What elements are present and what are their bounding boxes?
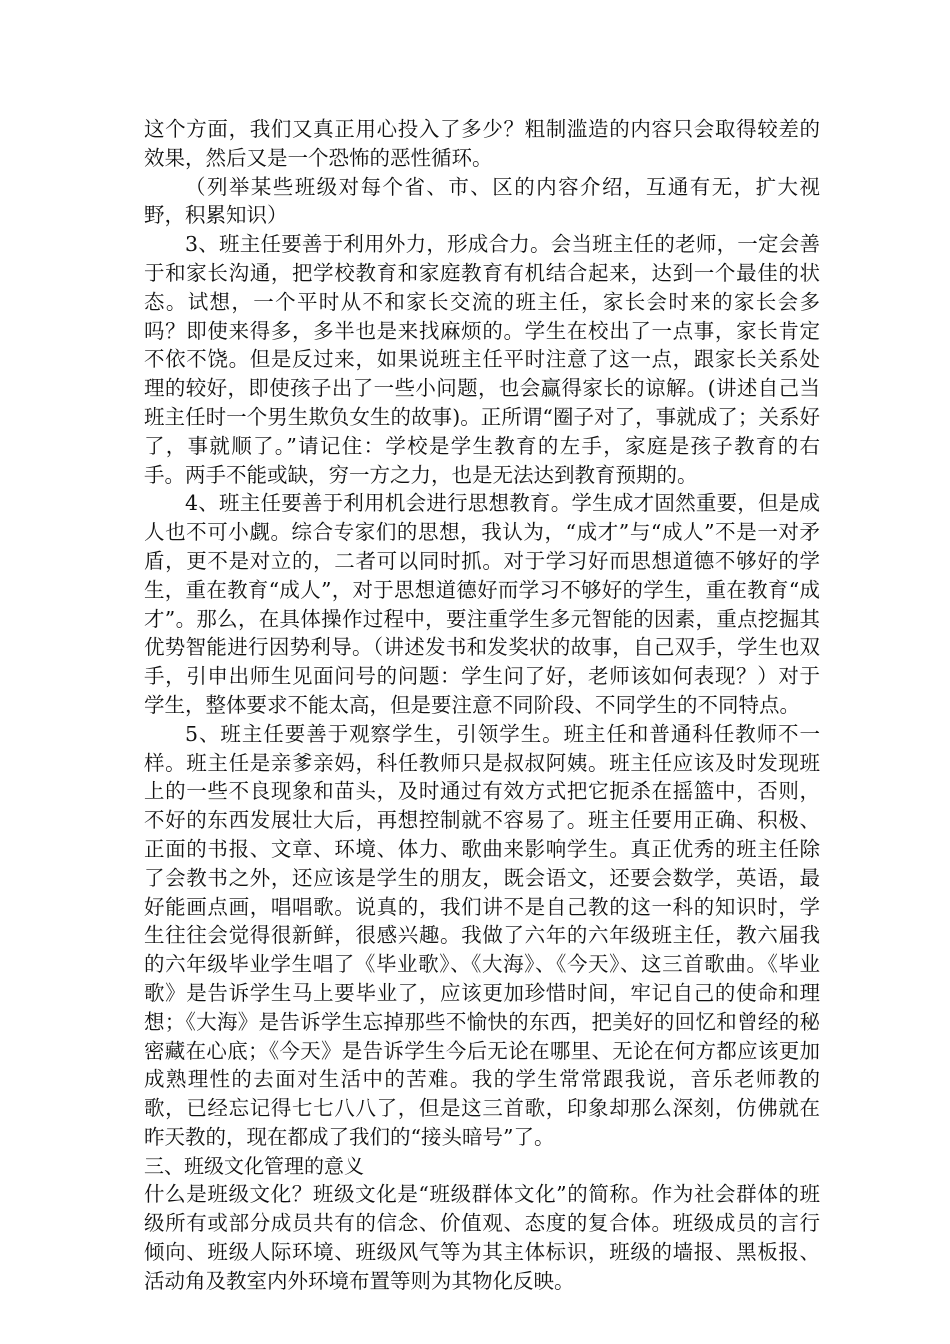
document-page <box>144 115 820 1296</box>
paragraph-example-note: （列举某些班级对每个省、市、区的内容介绍，互通有无，扩大视野，积累知识） <box>144 174 820 228</box>
paragraph-class-culture-definition: 什么是班级文化？班级文化是“班级群体文化”的简称。作为社会群体的班级所有或部分成员共有的信念、价值观、态度的复合体。班级成员的言行倾向、班级人际环境、班级风气等为其主体标识，班级的墙报、黑板报、活动角及教室内外环境布置等则为其物化反映。 <box>144 1182 820 1293</box>
paragraph-intro-continuation: 这个方面，我们又真正用心投入了多少？粗制滥造的内容只会取得较差的效果，然后又是一个恐怖的恶性循环。 <box>144 117 820 170</box>
section-heading: 三、班级文化管理的意义 <box>144 1153 364 1178</box>
paragraph-point-3: 3、班主任要善于利用外力，形成合力。会当班主任的老师，一定会善于和家长沟通，把学校教育和家庭教育有机结合起来，达到一个最佳的状态。试想，一个平时从不和家长交流的班主任，家长会时来的家长会多吗？即使来得多，多半也是来找麻烦的。学生在校出了一点事，家长肯定不依不饶。但是反过来，如果说班主任平时注意了这一点，跟家长关系处理的较好，即使孩子出了一些小问题，也会赢得家长的谅解。(讲述自己当班主任时一个男生欺负女生的故事)。正所谓“圈子对了，事就成了；关系好了，事就顺了。”请记住：学校是学生教育的左手，家庭是孩子教育的右手。两手不能或缺，穷一方之力，也是无法达到教育预期的。 <box>144 232 820 487</box>
paragraph-point-4: 4、班主任要善于利用机会进行思想教育。学生成才固然重要，但是成人也不可小觑。综合专家们的思想，我认为，“成才”与“成人”不是一对矛盾，更不是对立的，二者可以同时抓。对于学习好而思想道德不够好的学生，重在教育“成人”，对于思想道德好而学习不够好的学生，重在教育“成才”。那么，在具体操作过程中，要注重学生多元智能的因素，重点挖掘其优势智能进行因势利导。（讲述发书和发奖状的故事，自己双手，学生也双手，引申出师生见面问号的问题：学生问了好，老师该如何表现？）对于学生，整体要求不能太高，但是要注意不同阶段、不同学生的不同特点。 <box>144 491 820 717</box>
paragraph-point-5: 5、班主任要善于观察学生，引领学生。班主任和普通科任教师不一样。班主任是亲爹亲妈，科任教师只是叔叔阿姨。班主任应该及时发现班上的一些不良现象和苗头，及时通过有效方式把它扼杀在摇篮中，否则，不好的东西发展壮大后，再想控制就不容易了。班主任要用正确、积极、正面的书报、文章、环境、体力、歌曲来影响学生。真正优秀的班主任除了会教书之外，还应该是学生的朋友，既会语文，还要会数学，英语，最好能画点画，唱唱歌。说真的，我们讲不是自己教的这一科的知识时，学生往往会觉得很新鲜，很感兴趣。我做了六年的六年级班主任，教六届我的六年级毕业学生唱了《毕业歌》、《大海》、《今天》、这三首歌曲。《毕业歌》是告诉学生马上要毕业了，应该更加珍惜时间，牢记自己的使命和理想；《大海》是告诉学生忘掉那些不愉快的东西，把美好的回忆和曾经的秘密藏在心底；《今天》是告诉学生今后无论在哪里、无论在何方都应该更加成熟理性的去面对生活中的苦难。我的学生常常跟我说，音乐老师教的歌，已经忘记得七七八八了，但是这三首歌，印象却那么深刻，仿佛就在昨天教的，现在都成了我们的“接头暗号”了。 <box>144 721 820 1149</box>
